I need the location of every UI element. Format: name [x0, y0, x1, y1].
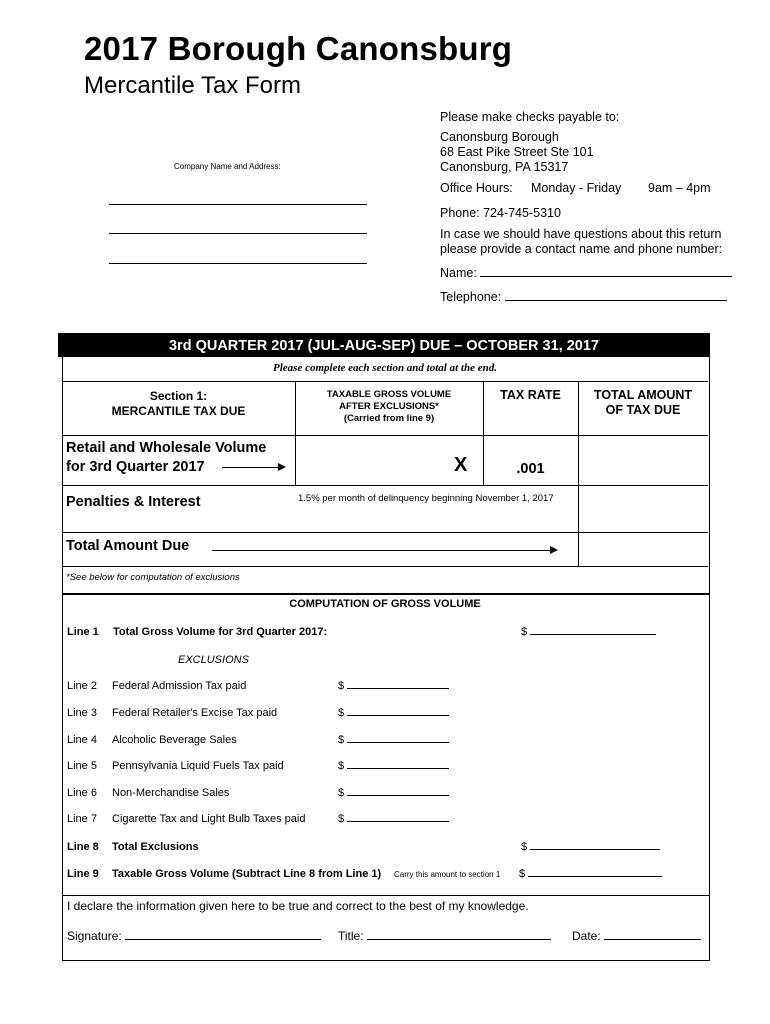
- line1-label: Total Gross Volume for 3rd Quarter 2017:: [113, 626, 328, 638]
- form-subtitle: Mercantile Tax Form: [84, 72, 301, 99]
- exclusion-label: Non-Merchandise Sales: [112, 787, 230, 799]
- taxable-volume-col-header: [295, 389, 483, 425]
- divider: [62, 435, 708, 436]
- exclusion-amount-field[interactable]: [347, 742, 449, 743]
- retail-line1: Retail and Wholesale Volume: [66, 440, 267, 456]
- questions-text-line1: In case we should have questions about this return: [440, 227, 722, 241]
- col4-line2: OF TAX DUE: [605, 403, 681, 417]
- contact-telephone-label: Telephone:: [440, 290, 502, 304]
- exclusion-amount-row: [338, 787, 449, 799]
- retail-volume-label: [66, 439, 266, 477]
- company-address-line3-field[interactable]: [109, 263, 367, 264]
- exclusion-amount-field[interactable]: [347, 688, 449, 689]
- dollar-sign: $: [338, 734, 345, 746]
- divider: [62, 381, 708, 382]
- office-hours-label: Office Hours:: [440, 181, 513, 195]
- questions-text-line2: please provide a contact name and phone number:: [440, 242, 723, 256]
- exclusion-amount-row: [338, 760, 449, 772]
- contact-name-row: [440, 266, 732, 280]
- declaration-statement: I declare the information given here to be true and correct to the best of my knowledge.: [67, 899, 529, 913]
- exclusion-amount-row: [338, 734, 449, 746]
- line-number: Line 9: [67, 868, 99, 880]
- exclusion-amount-field[interactable]: [347, 795, 449, 796]
- exclusion-amount-field[interactable]: [347, 715, 449, 716]
- line1-amount-row: [521, 626, 656, 638]
- line8-amount-row: [521, 841, 660, 853]
- title-label: Title:: [338, 929, 364, 943]
- office-time: 9am – 4pm: [648, 181, 711, 195]
- col1-line2: MERCANTILE TAX DUE: [111, 404, 246, 418]
- total-amount-col-header: [578, 388, 708, 418]
- company-address-line2-field[interactable]: [109, 233, 367, 234]
- section1-col-header: [62, 389, 295, 419]
- form-title: 2017 Borough Canonsburg: [84, 30, 513, 67]
- exclusion-amount-row: [338, 680, 449, 692]
- phone-number: Phone: 724-745-5310: [440, 206, 561, 220]
- payable-address-line3: Canonsburg, PA 15317: [440, 160, 569, 174]
- signature-label: Signature:: [67, 929, 122, 943]
- dollar-sign: $: [338, 813, 345, 825]
- divider: [62, 566, 708, 567]
- dollar-sign: $: [338, 680, 345, 692]
- exclusions-heading: EXCLUSIONS: [178, 654, 249, 666]
- exclusion-label: Alcoholic Beverage Sales: [112, 734, 237, 746]
- exclusion-label: Federal Retailer's Excise Tax paid: [112, 707, 278, 719]
- line-number: Line 8: [67, 841, 99, 853]
- line-number: Line 3: [67, 707, 97, 719]
- exclusion-label: Pennsylvania Liquid Fuels Tax paid: [112, 760, 284, 772]
- contact-name-label: Name:: [440, 266, 477, 280]
- penalties-label: Penalties & Interest: [66, 494, 201, 510]
- total-due-label: Total Amount Due: [66, 538, 190, 554]
- tax-amount-field[interactable]: [580, 437, 706, 483]
- section1-instruction: Please complete each section and total at the end.: [273, 362, 497, 374]
- line9-amount-row: [519, 868, 662, 880]
- line9-note: Carry this amount to section 1: [394, 870, 501, 879]
- col2-line1: TAXABLE GROSS VOLUME: [326, 389, 452, 400]
- divider: [62, 485, 708, 486]
- company-label: Company Name and Address:: [174, 162, 281, 171]
- total-due-field[interactable]: [580, 534, 706, 564]
- line1-amount-field[interactable]: [530, 634, 656, 635]
- signature-field[interactable]: [125, 939, 321, 940]
- dollar-sign: $: [338, 707, 345, 719]
- arrow-right-icon: [222, 467, 284, 468]
- computation-title: COMPUTATION OF GROSS VOLUME: [289, 598, 481, 610]
- payable-address-line1: Canonsburg Borough: [440, 130, 559, 144]
- divider: [62, 532, 708, 533]
- retail-line2: for 3rd Quarter 2017: [66, 459, 205, 475]
- contact-name-field[interactable]: [480, 276, 732, 277]
- line-number: Line 1: [67, 626, 99, 638]
- dollar-sign: $: [338, 760, 345, 772]
- penalties-field[interactable]: [580, 487, 706, 531]
- payable-label: Please make checks payable to:: [440, 110, 620, 124]
- contact-telephone-field[interactable]: [505, 300, 727, 301]
- dollar-sign: $: [521, 841, 528, 853]
- title-field[interactable]: [367, 939, 551, 940]
- line-number: Line 6: [67, 787, 97, 799]
- tax-rate-value: .001: [516, 461, 545, 477]
- payable-address-line2: 68 East Pike Street Ste 101: [440, 145, 594, 159]
- exclusion-label: Cigarette Tax and Light Bulb Taxes paid: [112, 813, 306, 825]
- dollar-sign: $: [338, 787, 345, 799]
- line8-label: Total Exclusions: [112, 841, 199, 853]
- taxable-volume-field[interactable]: [297, 437, 437, 483]
- line-number: Line 4: [67, 734, 97, 746]
- company-address-line1-field[interactable]: [109, 204, 367, 205]
- dollar-sign: $: [521, 626, 528, 638]
- date-field[interactable]: [604, 939, 701, 940]
- exclusions-footnote: *See below for computation of exclusions: [66, 572, 240, 583]
- line-number: Line 5: [67, 760, 97, 772]
- exclusion-amount-field[interactable]: [347, 768, 449, 769]
- col2-line2: AFTER EXCLUSIONS*: [339, 401, 439, 412]
- exclusion-amount-field[interactable]: [347, 821, 449, 822]
- section1-banner: 3rd QUARTER 2017 (JUL-AUG-SEP) DUE – OCTOBER 31, 2017: [58, 333, 710, 357]
- col4-line1: TOTAL AMOUNT: [593, 388, 693, 402]
- signature-row: [67, 929, 321, 943]
- penalty-note: 1.5% per month of delinquency beginning November 1, 2017: [298, 493, 554, 504]
- exclusion-amount-row: [338, 707, 449, 719]
- date-label: Date:: [572, 929, 601, 943]
- line9-label: Taxable Gross Volume (Subtract Line 8 from Line 1): [112, 868, 382, 880]
- dollar-sign: $: [519, 868, 526, 880]
- arrow-right-icon: [212, 550, 556, 551]
- line-number: Line 2: [67, 680, 97, 692]
- exclusion-amount-row: [338, 813, 449, 825]
- tax-rate-col-header: TAX RATE: [500, 388, 561, 402]
- date-row: [572, 929, 701, 943]
- title-row: [338, 929, 551, 943]
- multiply-sign: X: [454, 454, 468, 476]
- line-number: Line 7: [67, 813, 97, 825]
- col1-line1: Section 1:: [149, 389, 208, 403]
- exclusion-label: Federal Admission Tax paid: [112, 680, 247, 692]
- office-days: Monday - Friday: [531, 181, 622, 195]
- contact-telephone-row: [440, 290, 727, 304]
- line9-amount-field[interactable]: [528, 876, 662, 877]
- line8-amount-field[interactable]: [530, 849, 660, 850]
- col2-line3: (Carried from line 9): [343, 413, 435, 424]
